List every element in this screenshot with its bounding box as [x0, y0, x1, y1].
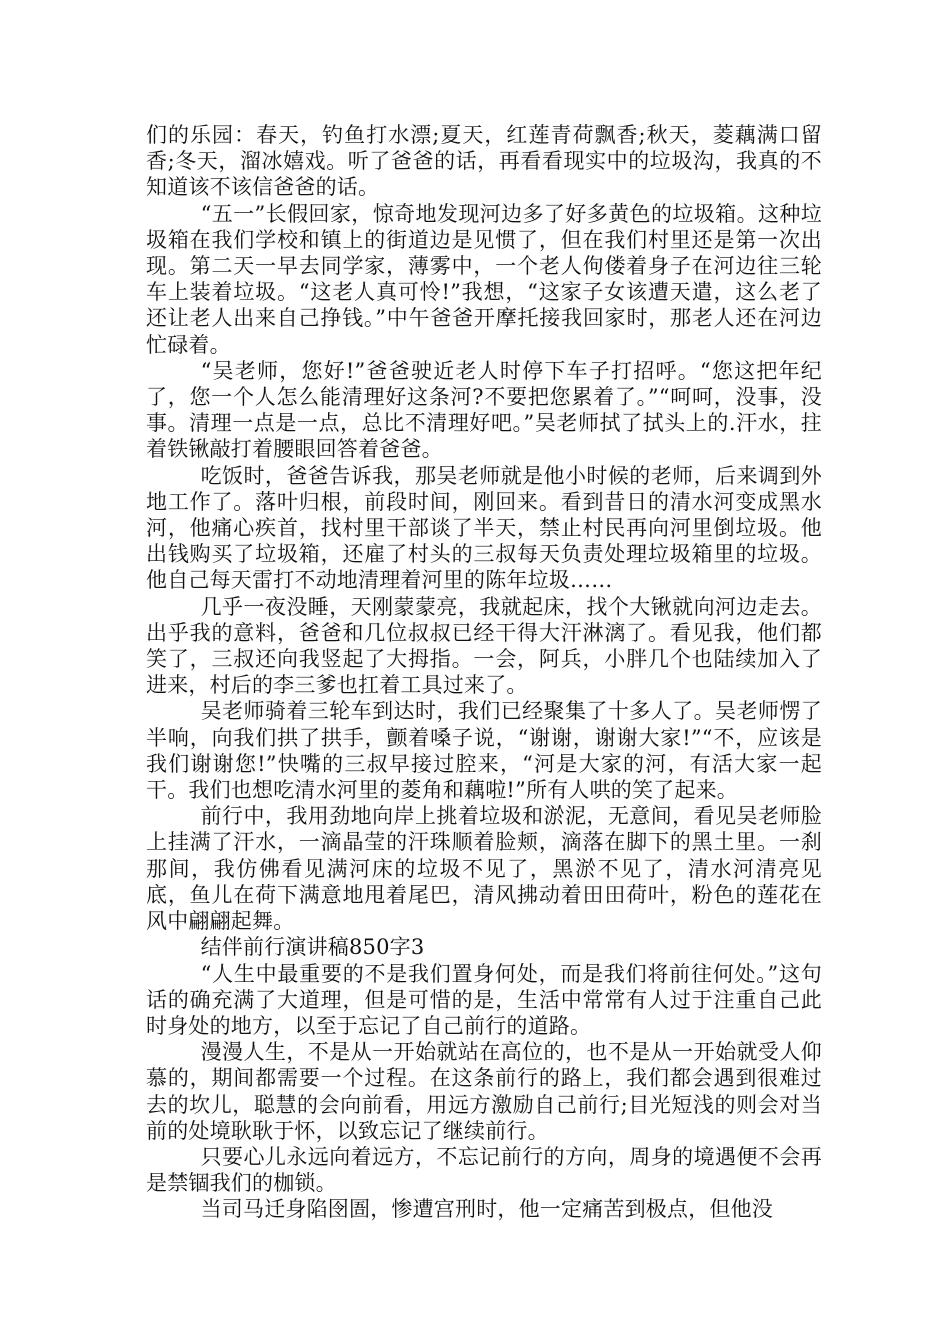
paragraph: “吴老师，您好!”爸爸驶近老人时停下车子打招呼。“您这把年纪了，您一个人怎么能清理好这条河?不要把您累着了。”“呵呵，没事，没事。清理一点是一点，总比不清理好吧。”吴老师拭了拭头上的.汗水，拄着铁锹敲打着腰眼回答着爸爸。: [146, 358, 822, 462]
paragraph: 前行中，我用劲地向岸上挑着垃圾和淤泥，无意间，看见吴老师脸上挂满了汗水，一滴晶莹的汗珠顺着脸颊，滴落在脚下的黑土里。一刹那间，我仿佛看见满河床的垃圾不见了，黑淤不见了，清水河清亮见底，鱼儿在荷下满意地甩着尾巴，清风拂动着田田荷叶，粉色的莲花在风中翩翩起舞。: [146, 804, 822, 934]
paragraph: 吃饭时，爸爸告诉我，那吴老师就是他小时候的老师，后来调到外地工作了。落叶归根，前段时间，刚回来。看到昔日的清水河变成黑水河，他痛心疾首，找村里干部谈了半天，禁止村民再向河里倒垃圾。他出钱购买了垃圾箱，还雇了村头的三叔每天负责处理垃圾箱里的垃圾。他自己每天雷打不动地清理着河里的陈年垃圾……: [146, 463, 822, 593]
section-heading: 结伴前行演讲稿850字3: [200, 935, 425, 960]
paragraph: 漫漫人生，不是从一开始就站在高位的，也不是从一开始就受人仰慕的，期间都需要一个过程。在这条前行的路上，我们都会遇到很难过去的坎儿，聪慧的会向前看，用远方激励自己前行;目光短浅的则会对当前的处境耿耿于怀，以致忘记了继续前行。: [146, 1040, 822, 1143]
paragraph: 们的乐园：春天，钓鱼打水漂;夏天，红莲青荷飘香;秋天，菱藕满口留香;冬天，溜冰嬉戏。听了爸爸的话，再看看现实中的垃圾沟，我真的不知道该不该信爸爸的话。: [146, 123, 822, 200]
paragraph: 当司马迁身陷囹圄，惨遭宫刑时，他一定痛苦到极点，但他没: [200, 1197, 773, 1222]
paragraph: 只要心儿永远向着远方，不忘记前行的方向，周身的境遇便不会再是禁锢我们的枷锁。: [146, 1144, 822, 1196]
paragraph: “五一”长假回家，惊奇地发现河边多了好多黄色的垃圾箱。这种垃圾箱在我们学校和镇上的街道边是见惯了，但在我们村里还是第一次出现。第二天一早去同学家，薄雾中，一个老人佝偻着身子在河边往三轮车上装着垃圾。“这老人真可怜!”我想，“这家子女该遭天遣，这么老了还让老人出来自己挣钱。”中午爸爸开摩托接我回家时，那老人还在河边忙碌着。: [146, 201, 822, 357]
paragraph: “人生中最重要的不是我们置身何处，而是我们将前往何处。”这句话的确充满了大道理，但是可惜的是，生活中常常有人过于注重自己此时身处的地方，以至于忘记了自己前行的道路。: [146, 961, 822, 1038]
document-body: [146, 122, 822, 1223]
paragraph: 几乎一夜没睡，天刚蒙蒙亮，我就起床，找个大锹就向河边走去。出乎我的意料，爸爸和几位叔叔已经干得大汗淋漓了。看见我，他们都笑了，三叔还向我竖起了大拇指。一会，阿兵，小胖几个也陆续加入了进来，村后的李三爹也扛着工具过来了。: [146, 594, 822, 698]
paragraph: 吴老师骑着三轮车到达时，我们已经聚集了十多人了。吴老师愣了半响，向我们拱了拱手，颤着嗓子说，“谢谢，谢谢大家!”“不，应该是我们谢谢您!”快嘴的三叔早接过腔来，“河是大家的河，有活大家一起干。我们也想吃清水河里的菱角和藕啦!”所有人哄的笑了起来。: [146, 699, 822, 803]
